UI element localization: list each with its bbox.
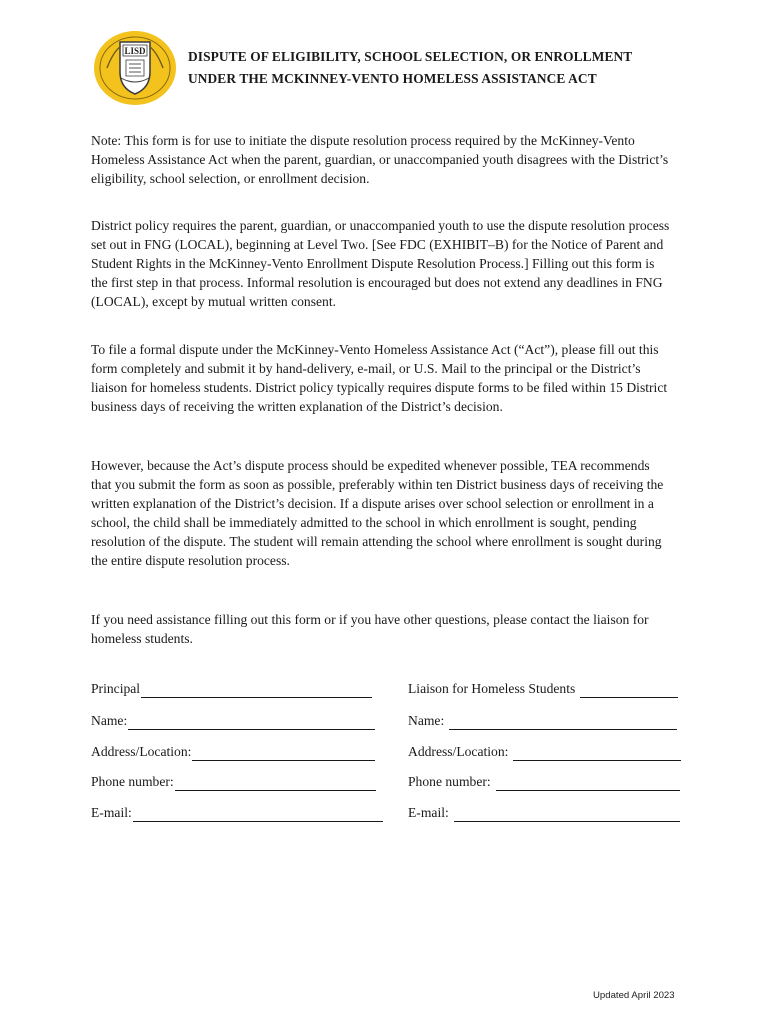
principal-input-line[interactable] [141, 683, 372, 698]
liaison-address-input-line[interactable] [513, 746, 681, 761]
liaison-phone-label: Phone number: [408, 774, 491, 789]
principal-address-field [91, 743, 375, 761]
principal-address-input-line[interactable] [192, 746, 375, 761]
principal-name-input-line[interactable] [128, 715, 375, 730]
liaison-name-field [408, 712, 677, 730]
liaison-field [408, 680, 678, 698]
liaison-name-label: Name: [408, 713, 445, 728]
liaison-label: Liaison for Homeless Students [408, 681, 576, 696]
liaison-name-input-line[interactable] [449, 715, 677, 730]
district-seal-logo [93, 30, 177, 106]
principal-email-input-line[interactable] [133, 807, 383, 822]
liaison-phone-field [408, 773, 680, 791]
policy-paragraph: District policy requires the parent, guardian, or unaccompanied youth to use the dispute resolution process set out in FNG (LOCAL), beginning at Level Two. [See FDC (EXHIBIT–B) for the Notice of Parent and Student Rights in the McKinney-Vento Enrollment Dispute Resolution Process.] Filling out this form is the first step in that process. Informal resolution is encouraged but does not extend any deadlines in FNG (LOCAL), except by mutual written consent. [91, 218, 670, 309]
assistance-paragraph: If you need assistance filling out this form or if you have other questions, please contact the liaison for homeless students. [91, 612, 649, 646]
liaison-email-field [408, 804, 680, 822]
svg-text:LISD: LISD [124, 46, 146, 56]
principal-phone-field [91, 773, 376, 791]
liaison-address-field [408, 743, 681, 761]
form-title-line-2: UNDER THE MCKINNEY-VENTO HOMELESS ASSISTANCE ACT [188, 71, 597, 86]
liaison-phone-input-line[interactable] [496, 776, 680, 791]
principal-phone-input-line[interactable] [175, 776, 376, 791]
form-title-block [188, 46, 688, 90]
principal-name-field [91, 712, 375, 730]
liaison-input-line[interactable] [580, 683, 678, 698]
principal-phone-label: Phone number: [91, 774, 174, 789]
liaison-email-label: E-mail: [408, 805, 449, 820]
principal-email-field [91, 804, 383, 822]
principal-label: Principal [91, 681, 141, 696]
liaison-email-input-line[interactable] [454, 807, 680, 822]
note-paragraph: Note: This form is for use to initiate the dispute resolution process required by the McKinney-Vento Homeless Assistance Act when the parent, guardian, or unaccompanied youth disagrees with the District’s eligibility, school selection, or enrollment decision. [91, 133, 669, 186]
form-title-line-1: DISPUTE OF ELIGIBILITY, SCHOOL SELECTION, OR ENROLLMENT [188, 49, 633, 64]
principal-address-label: Address/Location: [91, 744, 192, 759]
expedite-paragraph: However, because the Act’s dispute process should be expedited whenever possible, TEA recommends that you submit the form as soon as possible, preferably within ten District business days of receiving the written explanation of the District’s decision. If a dispute arises over school selection or enrollment in a school, the child shall be immediately admitted to the school in which enrollment is sought, pending resolution of the dispute. The student will remain attending the school where enrollment is sought during the entire dispute resolution process. [91, 458, 664, 568]
updated-date-footer: Updated April 2023 [593, 990, 675, 1001]
principal-field [91, 680, 372, 698]
liaison-address-label: Address/Location: [408, 744, 509, 759]
principal-name-label: Name: [91, 713, 128, 728]
principal-email-label: E-mail: [91, 805, 132, 820]
filing-instructions-paragraph: To file a formal dispute under the McKinney-Vento Homeless Assistance Act (“Act”), please fill out this form completely and submit it by hand-delivery, e-mail, or U.S. Mail to the principal or the District’s liaison for homeless students. District policy typically requires dispute forms to be filed within 15 District business days of receiving the written explanation of the District’s decision. [91, 342, 668, 414]
